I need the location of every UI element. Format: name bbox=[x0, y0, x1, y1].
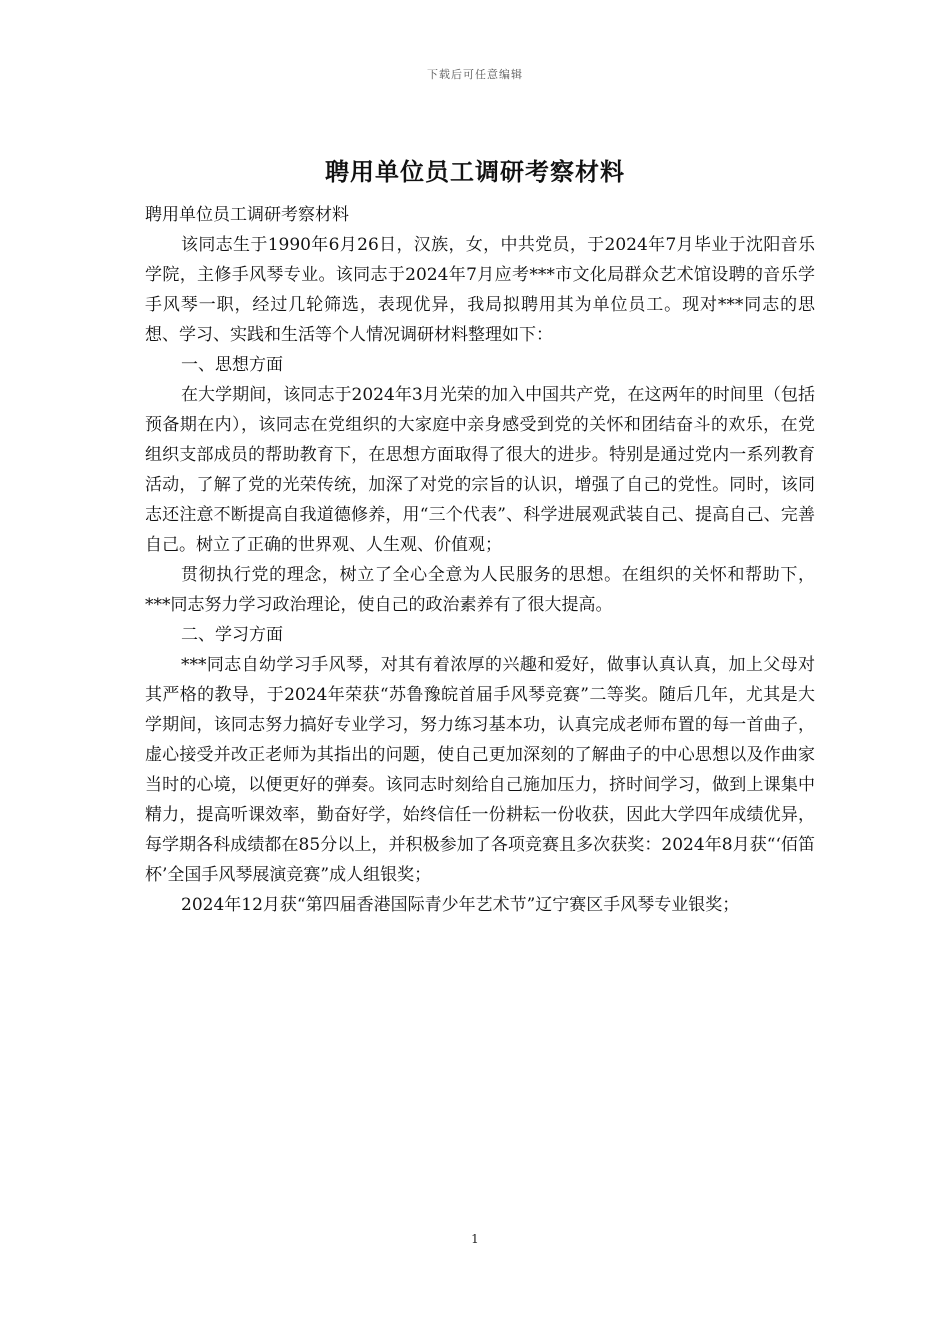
section-heading-thought: 一、思想方面 bbox=[181, 355, 283, 375]
header-note: 下载后可任意编辑 bbox=[427, 68, 523, 81]
paragraph-thought-1: 在大学期间，该同志于2024年3月光荣的加入中国共产党，在这两年的时间里（包括预备期在内），该同志在党组织的大家庭中亲身感受到党的关怀和团结奋斗的欢乐，在党组织支部成员的帮助教育下，在思想方面取得了很大的进步。特别是通过党内一系列教育活动，了解了党的光荣传统，加深了对党的宗旨的认识，增强了自己的党性。同时，该同志还注意不断提高自我道德修养，用“三个代表”、科学进展观武装自己、提高自己、完善自己。树立了正确的世界观、人生观、价值观； bbox=[145, 385, 815, 555]
paragraph-study-2: 2024年12月获“第四届香港国际青少年艺术节”辽宁赛区手风琴专业银奖； bbox=[181, 895, 740, 915]
paragraph-intro: 该同志生于1990年6月26日，汉族，女，中共党员，于2024年7月毕业于沈阳音乐学院，主修手风琴专业。该同志于2024年7月应考***市文化局群众艺术馆设聘的音乐学手风琴一职，经过几轮筛选，表现优异，我局拟聘用其为单位员工。现对***同志的思想、学习、实践和生活等个人情况调研材料整理如下： bbox=[145, 235, 815, 345]
document-title: 聘用单位员工调研考察材料 bbox=[325, 157, 625, 186]
document-subtitle: 聘用单位员工调研考察材料 bbox=[145, 205, 349, 225]
document-body bbox=[145, 200, 815, 920]
paragraph-thought-2: 贯彻执行党的理念，树立了全心全意为人民服务的思想。在组织的关怀和帮助下，***同志努力学习政治理论，使自己的政治素养有了很大提高。 bbox=[145, 565, 815, 615]
section-heading-study: 二、学习方面 bbox=[181, 625, 283, 645]
paragraph-study-1: ***同志自幼学习手风琴，对其有着浓厚的兴趣和爱好，做事认真认真，加上父母对其严格的教导，于2024年荣获“苏鲁豫皖首届手风琴竞赛”二等奖。随后几年，尤其是大学期间，该同志努力搞好专业学习，努力练习基本功，认真完成老师布置的每一首曲子，虚心接受并改正老师为其指出的问题，使自己更加深刻的了解曲子的中心思想以及作曲家当时的心境，以便更好的弹奏。该同志时刻给自己施加压力，挤时间学习，做到上课集中精力，提高听课效率，勤奋好学，始终信任一份耕耘一份收获，因此大学四年成绩优异，每学期各科成绩都在85分以上，并积极参加了各项竞赛且多次获奖：2024年8月获“‘佰笛杯’全国手风琴展演竞赛”成人组银奖； bbox=[145, 655, 815, 885]
page-number: 1 bbox=[471, 1232, 479, 1246]
